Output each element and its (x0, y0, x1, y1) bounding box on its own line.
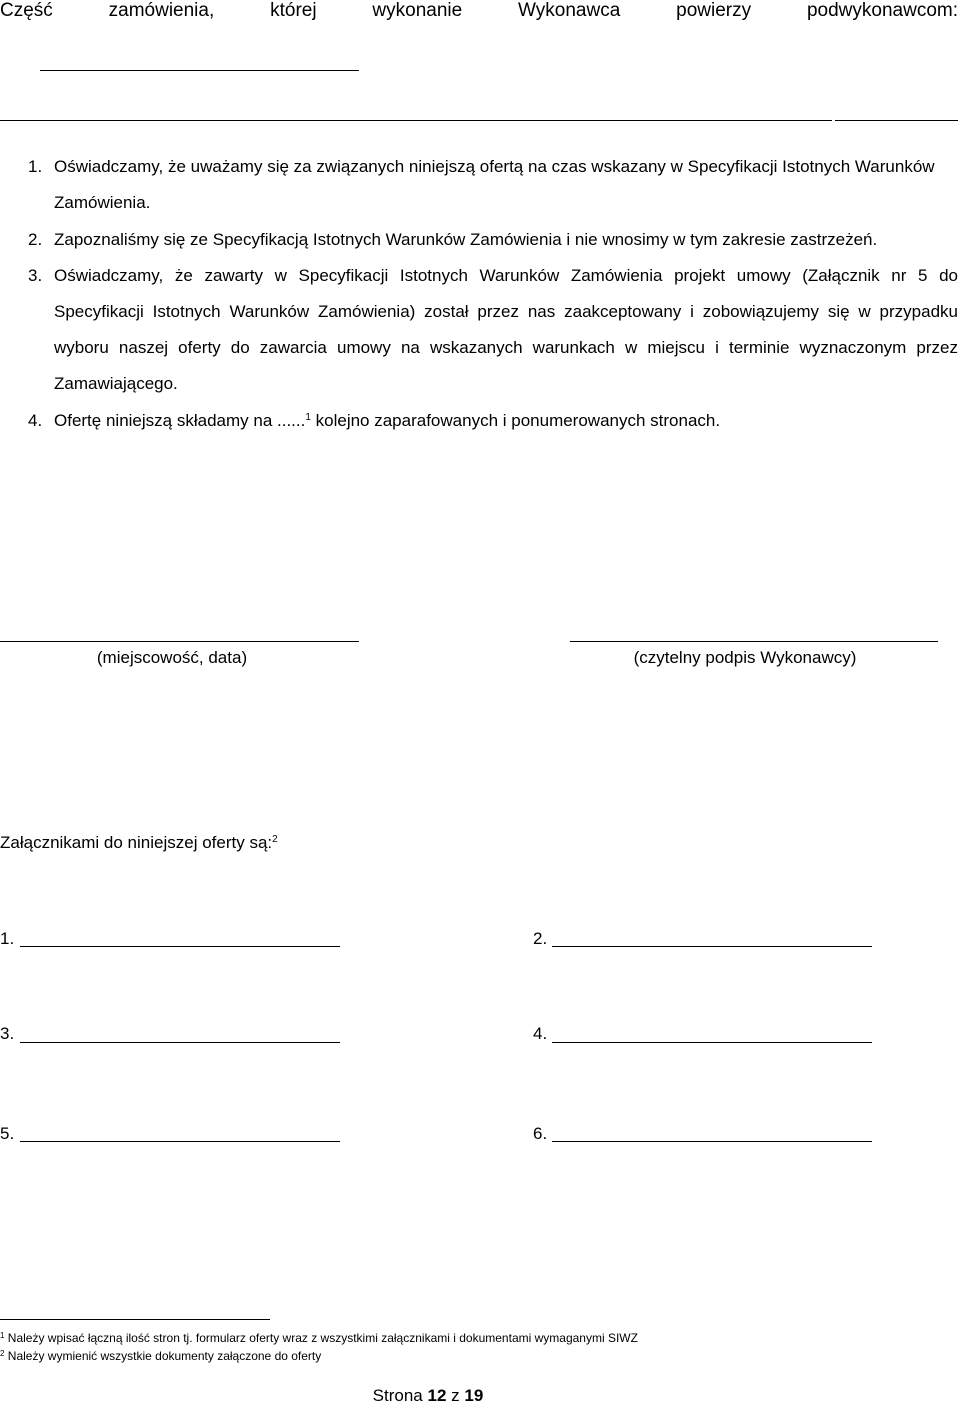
footnote-mark: 1 (0, 1331, 5, 1340)
statement-text: Oświadczamy, że uważamy się za związanych niniejszą ofertą na czas wskazany w Specyfikacji Istotnych Warunków (54, 157, 935, 176)
subcontract-fill-line[interactable] (835, 120, 958, 121)
statement-text (54, 411, 720, 431)
attachment-fill-line[interactable] (20, 1141, 340, 1142)
footnote-separator (0, 1319, 270, 1320)
attachment-number: 5. (0, 1124, 15, 1143)
statement-number: 4. (28, 411, 43, 430)
attachment-number: 4. (533, 1024, 548, 1043)
statement-text: Zapoznaliśmy się ze Specyfikacją Istotnych Warunków Zamówienia i nie wnosimy w tym zakresie zastrzeżeń. (54, 230, 878, 249)
page-footer-prefix: Strona (372, 1386, 423, 1405)
signature-caption: (czytelny podpis Wykonawcy) (633, 648, 857, 667)
footnote-mark: 2 (0, 1349, 5, 1358)
attachment-number: 6. (533, 1124, 548, 1143)
statement-number: 2. (28, 230, 43, 249)
place-date-caption: (miejscowość, data) (96, 648, 248, 667)
attachment-fill-line[interactable] (552, 1042, 872, 1043)
attachment-fill-line[interactable] (20, 946, 340, 947)
header-word: której (270, 0, 317, 21)
header-word: podwykonawcom: (806, 0, 958, 21)
attachment-fill-line[interactable] (552, 946, 872, 947)
page-current: 12 (427, 1386, 447, 1405)
subcontract-fill-line[interactable] (0, 120, 832, 121)
footnote-ref: 2 (272, 834, 278, 845)
attachments-heading-text: Załącznikami do niniejszej oferty są: (0, 833, 273, 852)
page-total: 19 (464, 1386, 484, 1405)
attachment-fill-line[interactable] (552, 1141, 872, 1142)
statement-text: Zamówienia. (54, 193, 151, 212)
attachment-number: 3. (0, 1024, 15, 1043)
page-footer (0, 1386, 856, 1406)
attachment-number: 2. (533, 929, 548, 948)
statement-text: Specyfikacji Istotnych Warunków Zamówienia) został przez nas zaakceptowany i zobowiązujemy się w przypadku (54, 302, 958, 321)
attachments-heading (0, 833, 278, 853)
page-footer-separator: z (451, 1386, 460, 1405)
footnote (0, 1331, 638, 1345)
signature-line[interactable] (570, 641, 938, 642)
statement-text-before: Ofertę niniejszą składamy na ...... (54, 411, 306, 430)
statement-text: wyboru naszej oferty do zawarcia umowy na wskazanych warunkach w miejscu i terminie wyznaczonym przez (54, 338, 958, 357)
header-word: powierzy (676, 0, 752, 21)
footnote-text: Należy wpisać łączną ilość stron tj. formularz oferty wraz z wszystkimi załącznikami i dokumentami wymaganymi SIWZ (7, 1331, 638, 1345)
statement-number: 3. (28, 266, 43, 285)
subcontracting-header (0, 0, 958, 22)
footnote-text: Należy wymienić wszystkie dokumenty załączone do oferty (7, 1349, 322, 1363)
place-date-line[interactable] (0, 641, 359, 642)
subcontract-fill-line[interactable] (40, 70, 359, 71)
attachment-fill-line[interactable] (20, 1042, 340, 1043)
footnote (0, 1349, 321, 1363)
header-word: wykonanie (372, 0, 463, 21)
attachment-number: 1. (0, 929, 15, 948)
footnote-ref: 1 (305, 412, 311, 423)
statement-text-after: kolejno zaparafowanych i ponumerowanych stronach. (310, 411, 721, 430)
header-word: Wykonawca (518, 0, 621, 21)
statement-number: 1. (28, 157, 43, 176)
header-word: Część (0, 0, 53, 21)
statement-text: Zamawiającego. (54, 374, 178, 393)
statement-text: Oświadczamy, że zawarty w Specyfikacji Istotnych Warunków Zamówienia projekt umowy (Załącznik nr 5 do (54, 266, 958, 285)
header-word: zamówienia, (108, 0, 215, 21)
